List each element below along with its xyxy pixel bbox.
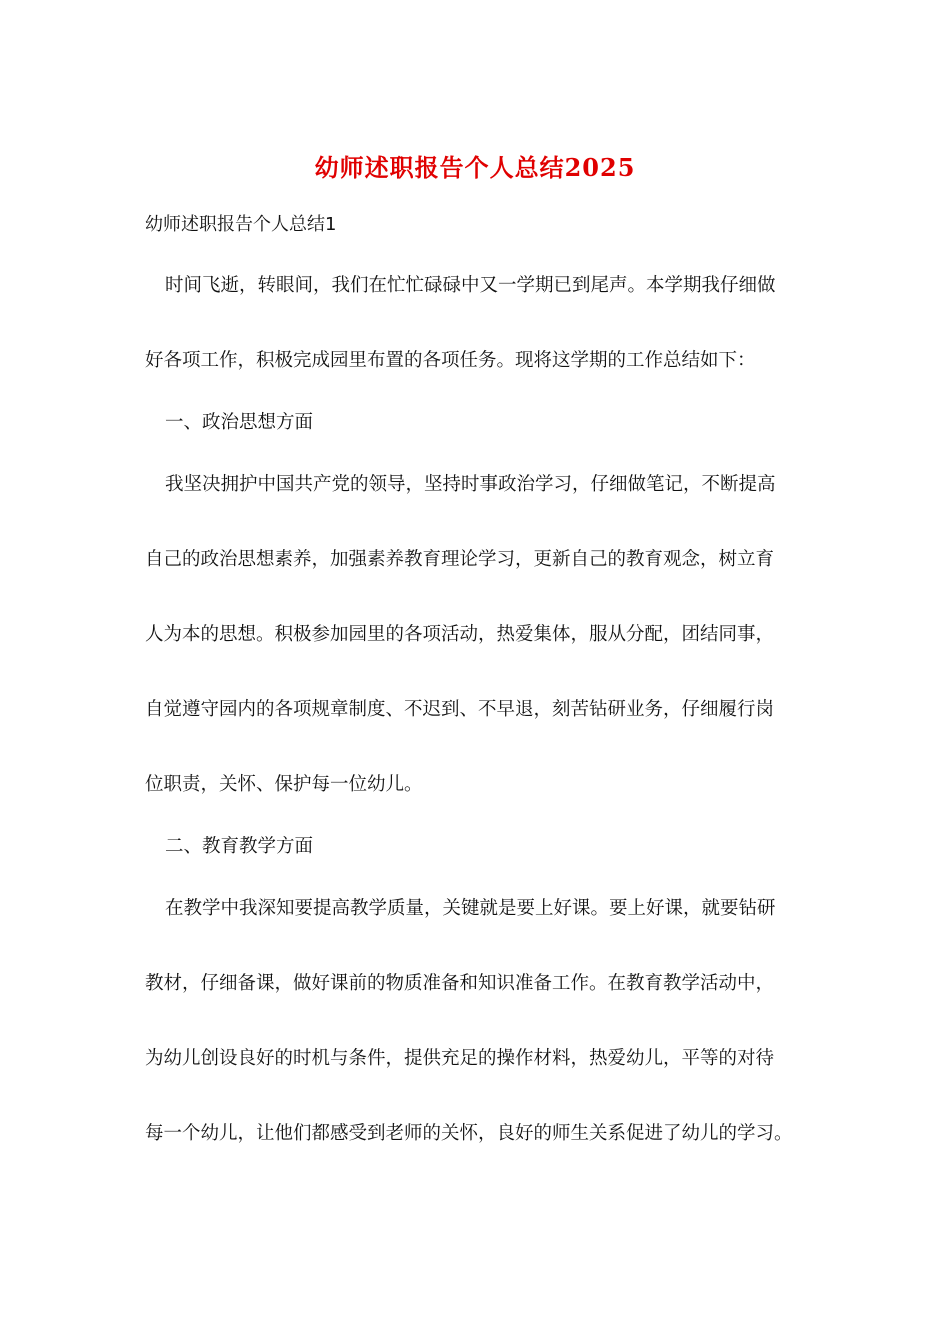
section-heading: 二、教育教学方面	[165, 836, 314, 857]
paragraph-line: 每一个幼儿，让他们都感受到老师的关怀，良好的师生关系促进了幼儿的学习。	[145, 1123, 793, 1144]
paragraph-line: 为幼儿创设良好的时机与条件，提供充足的操作材料，热爱幼儿，平等的对待	[145, 1048, 775, 1069]
paragraph-line: 自己的政治思想素养，加强素养教育理论学习，更新自己的教育观念，树立育	[145, 549, 775, 570]
paragraph-line: 教材，仔细备课，做好课前的物质准备和知识准备工作。在教育教学活动中，	[145, 973, 775, 994]
document-subtitle: 幼师述职报告个人总结1	[145, 214, 337, 235]
paragraph-line: 我坚决拥护中国共产党的领导，坚持时事政治学习，仔细做笔记，不断提高	[165, 474, 776, 495]
paragraph-line: 在教学中我深知要提高教学质量，关键就是要上好课。要上好课，就要钻研	[165, 898, 776, 919]
document-title: 幼师述职报告个人总结2025	[314, 153, 636, 182]
section-heading: 一、政治思想方面	[165, 412, 314, 433]
paragraph-line: 自觉遵守园内的各项规章制度、不迟到、不早退，刻苦钻研业务，仔细履行岗	[145, 699, 775, 720]
paragraph-line: 人为本的思想。积极参加园里的各项活动，热爱集体，服从分配，团结同事，	[145, 624, 775, 645]
paragraph-line: 位职责，关怀、保护每一位幼儿。	[145, 774, 423, 795]
paragraph-line: 好各项工作，积极完成园里布置的各项任务。现将这学期的工作总结如下：	[145, 350, 756, 371]
paragraph-line: 时间飞逝，转眼间，我们在忙忙碌碌中又一学期已到尾声。本学期我仔细做	[165, 275, 776, 296]
